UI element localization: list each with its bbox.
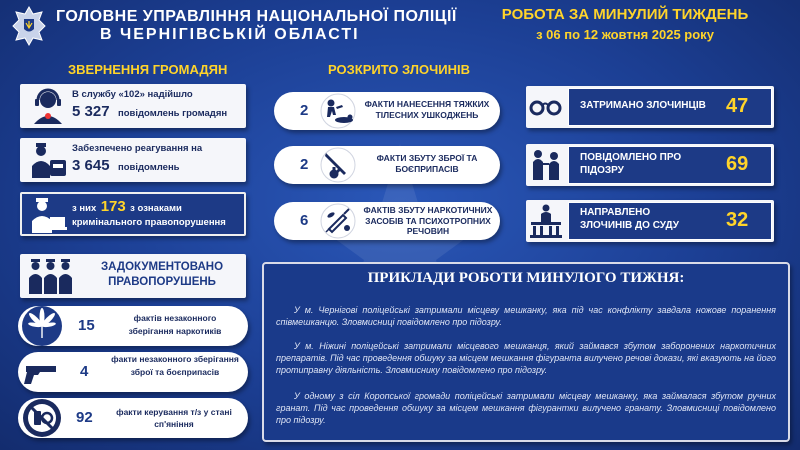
courthouse-icon xyxy=(526,200,566,242)
citizens-card-102-number: 5 327 xyxy=(72,103,110,120)
citizens-card-response xyxy=(20,138,246,182)
documented-drunk-text: факти керування т/з у стані сп'яніння xyxy=(116,407,232,429)
police-officers-group-icon xyxy=(26,256,76,296)
citizens-card-response-line1: Забезпечено реагування на xyxy=(72,143,203,154)
citizens-card-102-line2: повідомлень громадян xyxy=(118,108,228,119)
crime-drugs-number: 6 xyxy=(300,212,309,229)
example-paragraph-2: У м. Ніжині поліцейські затримали місцевого мешканця, який займався збутом заборонених наркотичних препаратів. Під час проведення обшуку за місцем мешкання фігуранта вилучено речові докази, які вказують на його протиправну діяльність. Зловмиснику повідомлено про підозру. xyxy=(276,341,776,375)
citizens-card-response-line2: повідомлень xyxy=(118,162,180,173)
citizens-card-criminal-line2: з ознаками xyxy=(130,203,182,214)
citizens-card-criminal-number: 173 xyxy=(100,198,126,215)
citizens-section-title: ЗВЕРНЕННЯ ГРОМАДЯН xyxy=(68,62,228,77)
handcuffs-icon xyxy=(526,86,566,128)
cannabis-leaf-icon xyxy=(20,306,70,346)
crime-injuries-text: ФАКТИ НАНЕСЕННЯ ТЯЖКИХ ТІЛЕСНИХ УШКОДЖЕНЬ xyxy=(364,99,490,120)
documented-row-drunk-driving xyxy=(18,398,248,438)
documented-title-line1: ЗАДОКУМЕНТОВАНО xyxy=(100,261,224,273)
interrogation-icon xyxy=(526,144,566,186)
crime-row-weapons xyxy=(274,146,500,184)
result-detained-text: ЗАТРИМАНО ЗЛОЧИНЦІВ xyxy=(580,100,706,111)
injured-person-icon xyxy=(320,93,356,129)
result-row-suspicion xyxy=(526,144,774,186)
crime-weapons-number: 2 xyxy=(300,156,309,173)
no-drink-driving-icon xyxy=(20,398,70,438)
result-suspicion-text: ПОВІДОМЛЕНО ПРО ПІДОЗРУ xyxy=(580,152,682,176)
result-court-text: НАПРАВЛЕНО ЗЛОЧИНІВ ДО СУДУ xyxy=(580,207,679,231)
crime-weapons-text: ФАКТИ ЗБУТУ ЗБРОЇ ТА БОЄПРИПАСІВ xyxy=(376,153,478,174)
headset-operator-icon xyxy=(28,86,68,126)
result-detained-number: 47 xyxy=(726,95,749,117)
documented-row-drugs xyxy=(18,306,248,346)
citizens-card-criminal-line3: кримінального правопорушення xyxy=(72,217,226,228)
citizens-card-criminal-prefix: з них xyxy=(72,203,97,214)
documented-weapons-number: 4 xyxy=(80,363,89,380)
documented-weapons-text: факти незаконного зберігання зброї та боєприпасів xyxy=(111,354,239,377)
examples-title: ПРИКЛАДИ РОБОТИ МИНУЛОГО ТИЖНЯ: xyxy=(367,270,685,286)
crime-drugs-text: ФАКТІВ ЗБУТУ НАРКОТИЧНИХ ЗАСОБІВ ТА ПСИХОТРОПНИХ РЕЧОВИН xyxy=(363,205,493,236)
crime-row-drugs xyxy=(274,202,500,240)
header-subtitle: В ЧЕРНІГІВСЬКІЙ ОБЛАСТІ xyxy=(100,26,360,43)
citizens-card-102-line1: В службу «102» надійшло xyxy=(72,89,193,100)
crime-injuries-number: 2 xyxy=(300,102,309,119)
result-court-number: 32 xyxy=(726,209,749,231)
citizens-card-criminal xyxy=(20,192,246,236)
result-row-court xyxy=(526,200,774,242)
syringe-pills-icon xyxy=(320,203,356,239)
week-title: РОБОТА ЗА МИНУЛИЙ ТИЖДЕНЬ xyxy=(501,6,749,23)
result-row-detained xyxy=(526,86,774,128)
header-title: ГОЛОВНЕ УПРАВЛІННЯ НАЦІОНАЛЬНОЇ ПОЛІЦІЇ xyxy=(56,8,457,25)
rifle-grenade-icon xyxy=(320,147,356,183)
crimes-section-title: РОЗКРИТО ЗЛОЧИНІВ xyxy=(328,62,470,77)
example-paragraph-3: У одному з сіл Коропської громади поліцейські затримали місцеву мешканку, яка займалася збутом ручних гранат. Під час проведення обшуку за місцем мешкання фігурантки вилучено гранату. Зловмисниці повідомлено про підозру. xyxy=(276,391,776,425)
patrol-car-officer-icon xyxy=(28,140,68,180)
citizens-card-102 xyxy=(20,84,246,128)
citizens-card-response-number: 3 645 xyxy=(72,157,110,174)
documented-title-line2: ПРАВОПОРУШЕНЬ xyxy=(108,276,216,288)
pistol-icon xyxy=(20,352,70,392)
week-dates: з 06 по 12 жовтня 2025 року xyxy=(536,27,714,42)
documented-drugs-number: 15 xyxy=(78,317,95,334)
crime-row-injuries xyxy=(274,92,500,130)
documented-drunk-number: 92 xyxy=(76,409,93,426)
police-badge-icon xyxy=(12,6,46,46)
examples-panel xyxy=(262,262,790,442)
documented-drugs-text: фактів незаконного зберігання наркотиків xyxy=(128,313,222,336)
documented-row-weapons xyxy=(18,352,248,392)
documented-header-card xyxy=(20,254,246,298)
result-suspicion-number: 69 xyxy=(726,153,749,175)
example-paragraph-1: У м. Чернігові поліцейські затримали місцеву мешканку, яка під час конфлікту завдала ножове поранення співмешканцю. Зловмисниці повідомлено про підозру. xyxy=(276,305,776,327)
officer-laptop-icon xyxy=(28,195,68,235)
